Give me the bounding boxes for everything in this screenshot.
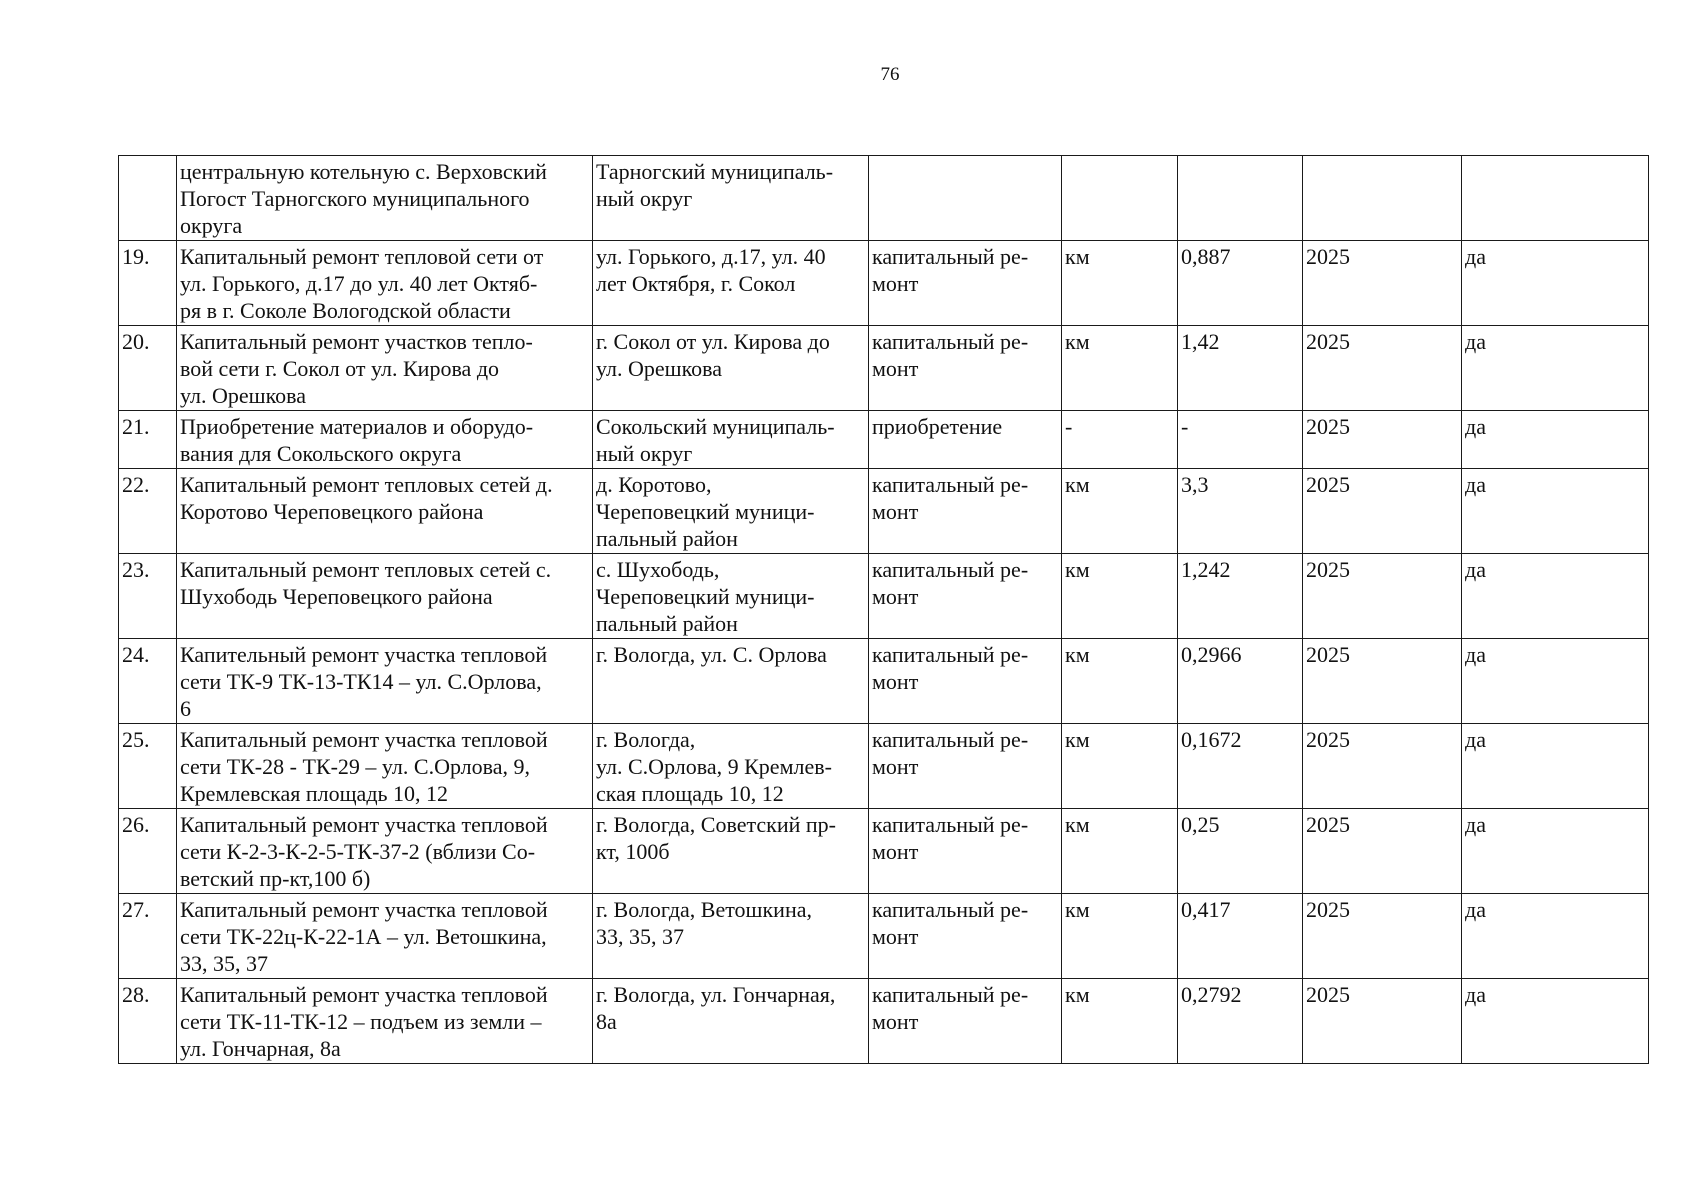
year-cell: 2025 xyxy=(1303,639,1462,724)
row-number-cell xyxy=(119,156,177,241)
year-cell xyxy=(1303,156,1462,241)
unit-cell: км xyxy=(1062,894,1178,979)
cell-line: вой сети г. Сокол от ул. Кирова до xyxy=(180,356,500,381)
cell-line: с. Шухободь, xyxy=(596,557,720,582)
work-name-cell xyxy=(177,156,593,241)
unit-cell: км xyxy=(1062,469,1178,554)
cell-line: пальный район xyxy=(596,611,738,636)
cell-line: капитальный ре- xyxy=(872,897,1029,922)
cell-line: г. Вологда, Советский пр- xyxy=(596,812,836,837)
row-number-cell: 28. xyxy=(119,979,177,1064)
table-row xyxy=(119,326,1649,411)
location-cell xyxy=(593,724,869,809)
cell-line: г. Вологда, ул. Гончарная, xyxy=(596,982,836,1007)
location-cell xyxy=(593,469,869,554)
work-name-cell xyxy=(177,979,593,1064)
cell-line: Капитальный ремонт участков тепло- xyxy=(180,329,533,354)
year-cell: 2025 xyxy=(1303,326,1462,411)
row-number-cell: 20. xyxy=(119,326,177,411)
cell-line: капитальный ре- xyxy=(872,982,1029,1007)
cell-line: ный округ xyxy=(596,186,693,211)
cell-line: Шухободь Череповецкого района xyxy=(180,584,493,609)
cell-line: капитальный ре- xyxy=(872,244,1029,269)
cell-line: сети К-2-3-К-2-5-ТК-37-2 (вблизи Со- xyxy=(180,839,536,864)
work-type-cell xyxy=(869,411,1062,469)
quantity-cell: 1,242 xyxy=(1178,554,1303,639)
cell-line: ул. Гончарная, 8а xyxy=(180,1036,341,1061)
row-number-cell: 21. xyxy=(119,411,177,469)
cell-line: монт xyxy=(872,754,919,779)
cell-line: Череповецкий муници- xyxy=(596,499,815,524)
year-cell: 2025 xyxy=(1303,411,1462,469)
flag-cell: да xyxy=(1462,554,1649,639)
unit-cell: км xyxy=(1062,554,1178,639)
cell-line: округа xyxy=(180,213,243,238)
cell-line: сети ТК-22ц-К-22-1А – ул. Ветошкина, xyxy=(180,924,547,949)
location-cell xyxy=(593,639,869,724)
cell-line: Капитальный ремонт тепловых сетей д. xyxy=(180,472,553,497)
flag-cell: да xyxy=(1462,809,1649,894)
row-number-cell: 27. xyxy=(119,894,177,979)
flag-cell: да xyxy=(1462,241,1649,326)
unit-cell: - xyxy=(1062,411,1178,469)
cell-line: монт xyxy=(872,924,919,949)
cell-line: Капитальный ремонт участка тепловой xyxy=(180,982,548,1007)
cell-line: монт xyxy=(872,356,919,381)
cell-line: кт, 100б xyxy=(596,839,670,864)
cell-line: Сокольский муниципаль- xyxy=(596,414,835,439)
cell-line: ул. Орешкова xyxy=(596,356,723,381)
table-row xyxy=(119,639,1649,724)
cell-line: сети ТК-28 - ТК-29 – ул. С.Орлова, 9, xyxy=(180,754,531,779)
cell-line: Капитальный ремонт тепловых сетей с. xyxy=(180,557,552,582)
cell-line: ветский пр-кт,100 б) xyxy=(180,866,371,891)
cell-line: 6 xyxy=(180,696,191,721)
unit-cell: км xyxy=(1062,724,1178,809)
cell-line: Коротово Череповецкого района xyxy=(180,499,484,524)
work-type-cell xyxy=(869,326,1062,411)
cell-line: капитальный ре- xyxy=(872,727,1029,752)
table-row xyxy=(119,809,1649,894)
table-row xyxy=(119,979,1649,1064)
cell-line: ул. Горького, д.17 до ул. 40 лет Октяб- xyxy=(180,271,538,296)
quantity-cell: 0,2966 xyxy=(1178,639,1303,724)
cell-line: приобретение xyxy=(872,414,1003,439)
location-cell xyxy=(593,979,869,1064)
quantity-cell: 0,25 xyxy=(1178,809,1303,894)
cell-line: Череповецкий муници- xyxy=(596,584,815,609)
cell-line: ря в г. Соколе Вологодской области xyxy=(180,298,511,323)
row-number-cell: 23. xyxy=(119,554,177,639)
cell-line: монт xyxy=(872,271,919,296)
cell-line: монт xyxy=(872,1009,919,1034)
cell-line: монт xyxy=(872,839,919,864)
table-row xyxy=(119,469,1649,554)
cell-line: г. Вологда, ул. С. Орлова xyxy=(596,642,827,667)
cell-line: пальный район xyxy=(596,526,738,551)
cell-line: 33, 35, 37 xyxy=(180,951,268,976)
year-cell: 2025 xyxy=(1303,241,1462,326)
unit-cell: км xyxy=(1062,241,1178,326)
cell-line: Капитeльный ремонт участка тепловой xyxy=(180,642,548,667)
location-cell xyxy=(593,411,869,469)
cell-line: г. Вологда, Ветошкина, xyxy=(596,897,812,922)
cell-line: ул. С.Орлова, 9 Кремлев- xyxy=(596,754,832,779)
work-type-cell xyxy=(869,809,1062,894)
work-type-cell xyxy=(869,979,1062,1064)
work-name-cell xyxy=(177,411,593,469)
cell-line: сети ТК-11-ТК-12 – подъем из земли – xyxy=(180,1009,542,1034)
cell-line: капитальный ре- xyxy=(872,642,1029,667)
cell-line: Приобретение материалов и оборудо- xyxy=(180,414,534,439)
flag-cell: да xyxy=(1462,639,1649,724)
year-cell: 2025 xyxy=(1303,469,1462,554)
cell-line: Тарногский муниципаль- xyxy=(596,159,834,184)
year-cell: 2025 xyxy=(1303,809,1462,894)
work-name-cell xyxy=(177,469,593,554)
location-cell xyxy=(593,156,869,241)
row-number-cell: 19. xyxy=(119,241,177,326)
flag-cell xyxy=(1462,156,1649,241)
cell-line: монт xyxy=(872,584,919,609)
cell-line: Капитальный ремонт участка тепловой xyxy=(180,897,548,922)
flag-cell: да xyxy=(1462,411,1649,469)
table-row xyxy=(119,554,1649,639)
work-type-cell xyxy=(869,156,1062,241)
quantity-cell: 0,2792 xyxy=(1178,979,1303,1064)
unit-cell: км xyxy=(1062,639,1178,724)
cell-line: центральную котельную с. Верховский xyxy=(180,159,547,184)
cell-line: г. Сокол от ул. Кирова до xyxy=(596,329,830,354)
cell-line: ская площадь 10, 12 xyxy=(596,781,784,806)
quantity-cell: 0,1672 xyxy=(1178,724,1303,809)
table-row xyxy=(119,241,1649,326)
cell-line: ный округ xyxy=(596,441,693,466)
table-row xyxy=(119,724,1649,809)
cell-line: Погост Тарногского муниципального xyxy=(180,186,530,211)
work-name-cell xyxy=(177,724,593,809)
cell-line: капитальный ре- xyxy=(872,472,1029,497)
cell-line: 33, 35, 37 xyxy=(596,924,684,949)
work-type-cell xyxy=(869,724,1062,809)
work-name-cell xyxy=(177,326,593,411)
table-body xyxy=(119,156,1649,1064)
flag-cell: да xyxy=(1462,894,1649,979)
quantity-cell xyxy=(1178,156,1303,241)
table-row xyxy=(119,894,1649,979)
cell-line: капитальный ре- xyxy=(872,557,1029,582)
unit-cell: км xyxy=(1062,809,1178,894)
work-name-cell xyxy=(177,809,593,894)
cell-line: Кремлевская площадь 10, 12 xyxy=(180,781,449,806)
cell-line: сети ТК-9 ТК-13-ТК14 – ул. С.Орлова, xyxy=(180,669,542,694)
quantity-cell: 0,887 xyxy=(1178,241,1303,326)
row-number-cell: 26. xyxy=(119,809,177,894)
work-name-cell xyxy=(177,554,593,639)
quantity-cell: 0,417 xyxy=(1178,894,1303,979)
work-type-cell xyxy=(869,241,1062,326)
cell-line: Капитальный ремонт тепловой сети от xyxy=(180,244,544,269)
row-number-cell: 25. xyxy=(119,724,177,809)
page-number: 76 xyxy=(880,64,900,85)
cell-line: капитальный ре- xyxy=(872,812,1029,837)
work-name-cell xyxy=(177,894,593,979)
cell-line: лет Октября, г. Сокол xyxy=(596,271,796,296)
location-cell xyxy=(593,326,869,411)
year-cell: 2025 xyxy=(1303,724,1462,809)
work-type-cell xyxy=(869,639,1062,724)
flag-cell: да xyxy=(1462,724,1649,809)
row-number-cell: 24. xyxy=(119,639,177,724)
cell-line: 8а xyxy=(596,1009,617,1034)
work-type-cell xyxy=(869,894,1062,979)
location-cell xyxy=(593,554,869,639)
year-cell: 2025 xyxy=(1303,979,1462,1064)
cell-line: г. Вологда, xyxy=(596,727,696,752)
year-cell: 2025 xyxy=(1303,554,1462,639)
flag-cell: да xyxy=(1462,326,1649,411)
flag-cell: да xyxy=(1462,469,1649,554)
cell-line: Капитальный ремонт участка тепловой xyxy=(180,727,548,752)
work-name-cell xyxy=(177,241,593,326)
quantity-cell: - xyxy=(1178,411,1303,469)
location-cell xyxy=(593,809,869,894)
cell-line: капитальный ре- xyxy=(872,329,1029,354)
table-row xyxy=(119,156,1649,241)
cell-line: д. Коротово, xyxy=(596,472,712,497)
quantity-cell: 3,3 xyxy=(1178,469,1303,554)
unit-cell: км xyxy=(1062,979,1178,1064)
cell-line: монт xyxy=(872,669,919,694)
works-table xyxy=(118,155,1649,1064)
cell-line: Капитальный ремонт участка тепловой xyxy=(180,812,548,837)
work-name-cell xyxy=(177,639,593,724)
cell-line: ул. Горького, д.17, ул. 40 xyxy=(596,244,826,269)
location-cell xyxy=(593,241,869,326)
work-type-cell xyxy=(869,554,1062,639)
cell-line: ул. Орешкова xyxy=(180,383,307,408)
row-number-cell: 22. xyxy=(119,469,177,554)
work-type-cell xyxy=(869,469,1062,554)
quantity-cell: 1,42 xyxy=(1178,326,1303,411)
year-cell: 2025 xyxy=(1303,894,1462,979)
cell-line: вания для Сокольского округа xyxy=(180,441,462,466)
unit-cell xyxy=(1062,156,1178,241)
table-row xyxy=(119,411,1649,469)
cell-line: монт xyxy=(872,499,919,524)
unit-cell: км xyxy=(1062,326,1178,411)
flag-cell: да xyxy=(1462,979,1649,1064)
location-cell xyxy=(593,894,869,979)
